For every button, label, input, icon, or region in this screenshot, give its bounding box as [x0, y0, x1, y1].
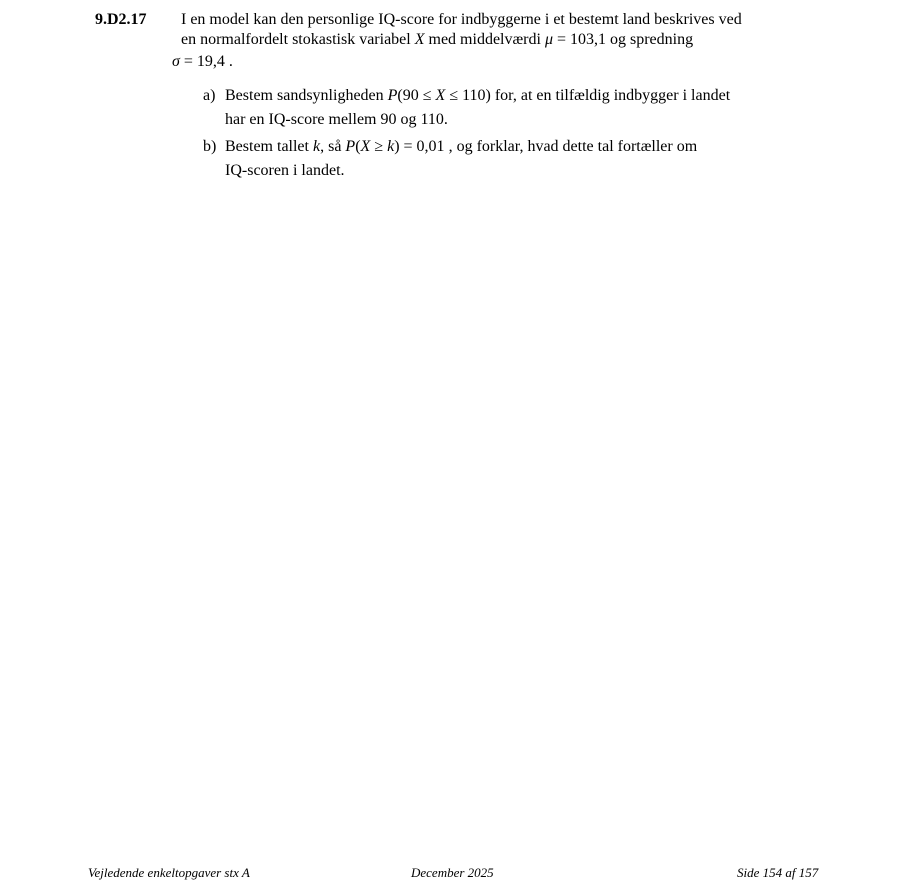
variable-k: k: [387, 138, 395, 155]
mu-value: = 103,1: [552, 31, 606, 48]
footer-page-number: Side 154 af 157: [737, 865, 819, 880]
variable-x: X: [360, 138, 371, 155]
math-part-a: (90 ≤: [397, 87, 436, 104]
problem-intro: [181, 10, 791, 50]
intro-line-1: I en model kan den personlige IQ-score for indbyggerne i et bestemt land beskrives ved: [181, 11, 742, 28]
math-part-b: ≤ 110): [445, 87, 491, 104]
sigma-value: = 19,4 .: [179, 53, 233, 70]
subquestion-b-text-c: , og forklar, hvad dette tal fortæller om: [444, 138, 698, 155]
subquestion-a-line-1: [225, 84, 730, 108]
subquestion-b-text-a: Bestem tallet: [225, 138, 313, 155]
problem-id: 9.D2.17: [95, 11, 147, 28]
subquestion-a-text-b: for, at en tilfældig indbygger i landet: [490, 87, 731, 104]
intro-line-2: [181, 30, 791, 50]
subquestion-b-line-1: [225, 135, 697, 159]
mu-symbol: μ: [544, 31, 553, 48]
intro-text-b: med middelværdi: [424, 31, 545, 48]
subquestion-a-label: a): [203, 87, 216, 104]
probability-p: P: [387, 87, 398, 104]
subquestion-b-label: b): [203, 138, 217, 155]
math-paren-open: (: [355, 138, 361, 155]
variable-x: X: [435, 87, 446, 104]
footer-center: December 2025: [411, 865, 494, 880]
sigma-symbol: σ: [172, 53, 180, 70]
intro-text-c: og spredning: [606, 31, 694, 48]
sigma-line: [172, 52, 233, 72]
subquestion-b-line-2: IQ-scoren i landet.: [225, 162, 345, 179]
subquestion-a-line-2: har en IQ-score mellem 90 og 110.: [225, 111, 448, 128]
math-equals-value: ) = 0,01: [394, 138, 445, 155]
subquestion-a-text-a: Bestem sandsynligheden: [225, 87, 388, 104]
intro-text-a: en normalfordelt stokastisk variabel: [181, 31, 415, 48]
subquestion-a-body: [225, 84, 730, 132]
variable-k: k: [312, 138, 321, 155]
subquestion-b-body: [225, 135, 697, 183]
footer-left: Vejledende enkeltopgaver stx A: [88, 865, 250, 880]
math-geq: ≥: [370, 138, 388, 155]
variable-x: X: [414, 31, 425, 48]
probability-p: P: [345, 138, 356, 155]
subquestion-b-text-b: , så: [320, 138, 346, 155]
